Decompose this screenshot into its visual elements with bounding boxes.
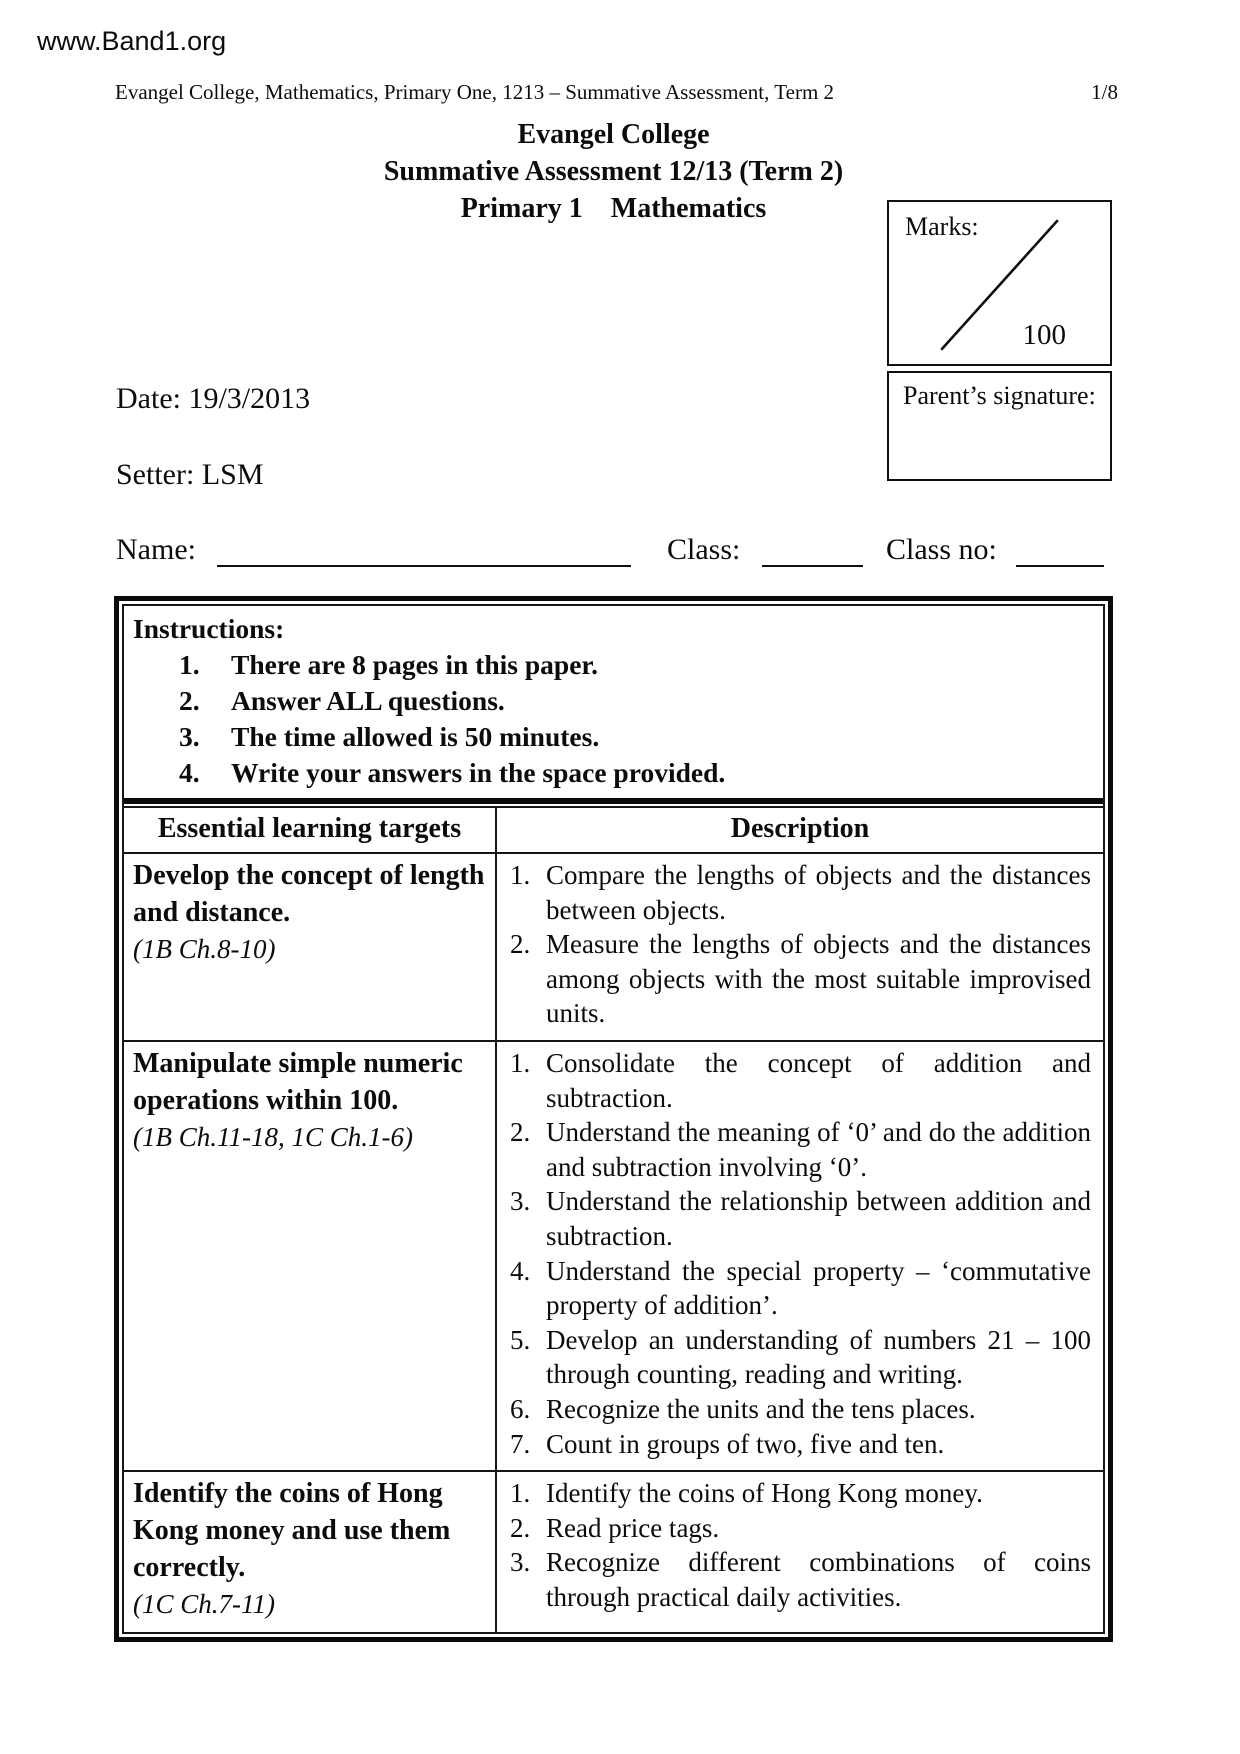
description-item: Understand the relationship between addition and subtraction. (546, 1186, 1091, 1251)
marks-total: 100 (1022, 319, 1066, 351)
marks-label: Marks: (905, 212, 979, 241)
class-no-blank-line (1016, 533, 1104, 567)
parent-signature-label: Parent’s signature: (903, 381, 1096, 410)
marks-box (887, 200, 1112, 366)
instructions-heading: Instructions: (133, 613, 285, 644)
target-chapter-ref: (1B Ch.11-18, 1C Ch.1-6) (133, 1121, 413, 1152)
target-chapter-ref: (1C Ch.7-11) (133, 1589, 275, 1620)
description-list (497, 858, 1091, 1031)
main-content-box (114, 596, 1113, 1642)
date-label: Date: (116, 382, 181, 415)
running-header-title: Evangel College, Mathematics, Primary One, 1213 – Summative Assessment, Term 2 (115, 80, 835, 104)
class-blank-line (762, 533, 863, 567)
description-item: Understand the special property – ‘commutative property of addition’. (546, 1255, 1091, 1321)
instructions-list (133, 647, 1093, 791)
parent-signature-box (887, 371, 1112, 481)
setter-value: LSM (201, 458, 264, 491)
table-row (124, 1471, 1103, 1632)
description-item: Understand the meaning of ‘0’ and do the addition and subtraction involving ‘0’. (546, 1117, 1091, 1182)
description-item: Identify the coins of Hong Kong money. (546, 1478, 983, 1509)
date-value: 19/3/2013 (188, 382, 311, 415)
class-no-label: Class no: (886, 533, 997, 566)
assessment-title: Summative Assessment 12/13 (Term 2) (383, 156, 844, 187)
target-chapter-ref: (1B Ch.8-10) (133, 934, 276, 964)
target-title: Identify the coins of Hong Kong money and use them correctly. (133, 1478, 451, 1584)
description-list (497, 1046, 1091, 1461)
running-header (115, 80, 1118, 105)
description-item: Develop an understanding of numbers 21 – 100 through counting, reading and writing. (546, 1324, 1091, 1390)
description-item: Count in groups of two, five and ten. (546, 1428, 945, 1459)
main-content-box-inner (122, 604, 1105, 1634)
description-item: Recognize the units and the tens places. (546, 1393, 976, 1424)
subject-title: Primary 1 Mathematics (460, 193, 767, 224)
table-row (124, 853, 1103, 1041)
setter-line (116, 458, 264, 492)
description-list (497, 1476, 1091, 1614)
setter-label: Setter: (116, 458, 195, 491)
table-header-row (124, 807, 1103, 853)
column-header-description: Description (496, 807, 1103, 853)
instruction-item: Write your answers in the space provided. (231, 757, 726, 788)
instruction-item: There are 8 pages in this paper. (231, 649, 598, 680)
name-blank-line (217, 533, 631, 567)
date-line (116, 382, 310, 416)
description-item: Measure the lengths of objects and the distances among objects with the most suitable improvised units. (546, 929, 1091, 1029)
instructions-section (124, 606, 1103, 804)
description-item: Recognize different combinations of coins through practical daily activities. (546, 1547, 1091, 1612)
table-row (124, 1041, 1103, 1471)
student-info-line (114, 533, 1134, 575)
column-header-targets: Essential learning targets (124, 807, 496, 853)
learning-targets-table (124, 806, 1103, 1632)
instruction-item: Answer ALL questions. (231, 685, 505, 716)
name-label: Name: (116, 533, 196, 566)
instruction-item: The time allowed is 50 minutes. (231, 721, 600, 752)
watermark-text: www.Band1.org (37, 26, 227, 56)
target-title: Develop the concept of length and distance. (133, 860, 485, 928)
description-item: Read price tags. (546, 1512, 720, 1543)
description-item: Compare the lengths of objects and the distances between objects. (546, 860, 1091, 925)
target-title: Manipulate simple numeric operations within 100. (133, 1047, 463, 1116)
class-label: Class: (667, 533, 741, 566)
page-number: 1/8 (1091, 80, 1118, 104)
description-item: Consolidate the concept of addition and subtraction. (546, 1047, 1091, 1113)
school-name: Evangel College (517, 119, 710, 150)
